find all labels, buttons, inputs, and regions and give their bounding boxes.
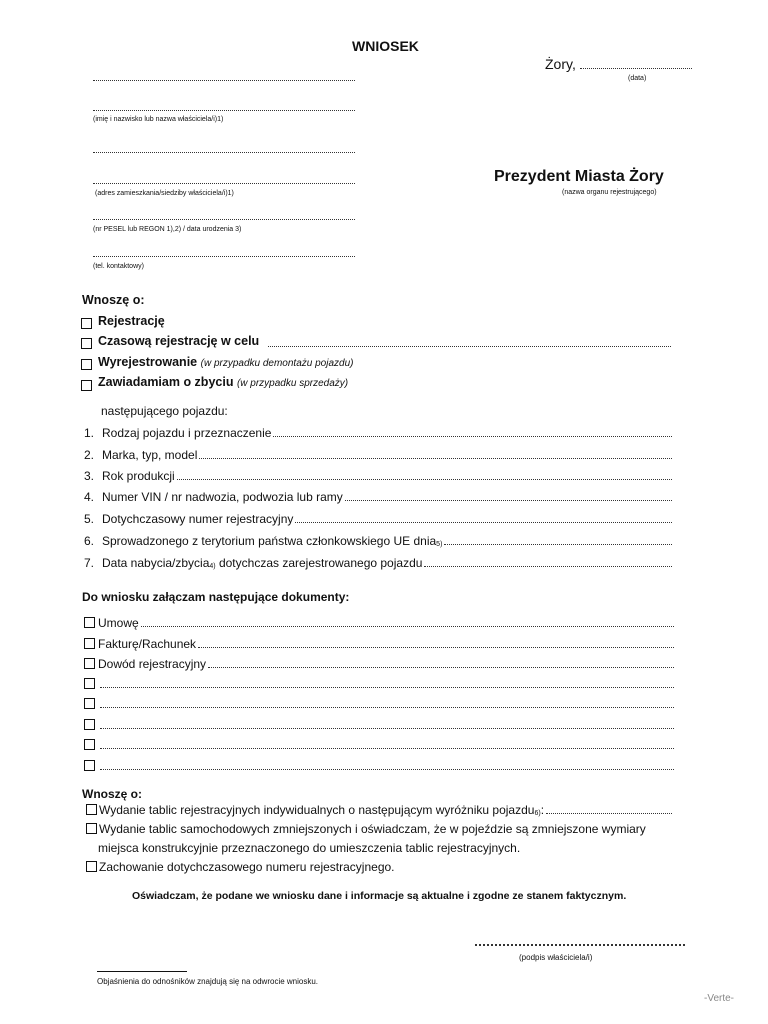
checkbox-wyrejestrowanie[interactable] <box>81 359 92 370</box>
vehicle-item-4-label: Numer VIN / nr nadwozia, podwozia lub ramy <box>102 490 343 504</box>
czasowa-purpose-field[interactable] <box>268 346 671 347</box>
vehicle-item-3 <box>84 469 674 483</box>
plates-option-1-footnote-ref: 6) <box>534 810 541 817</box>
option-wyrejestrowanie-note: (w przypadku demontażu pojazdu) <box>200 358 354 369</box>
date-caption: (data) <box>628 75 647 82</box>
checkbox-plates-individual[interactable] <box>86 804 97 815</box>
attachment-checkbox[interactable] <box>84 678 95 689</box>
attachment-item <box>84 657 676 671</box>
plates-option-2 <box>86 822 646 836</box>
attachment-label: Fakturę/Rachunek <box>98 636 197 651</box>
authority-name: Prezydent Miasta Żory <box>494 168 664 185</box>
attachment-field[interactable] <box>100 748 674 749</box>
attachment-field[interactable] <box>100 687 674 688</box>
vehicle-item-5-field[interactable] <box>295 522 672 523</box>
plates-option-3-label: Zachowanie dotychczasowego numeru rejestracyjnego. <box>99 860 395 874</box>
signature-field[interactable] <box>475 944 685 946</box>
vehicle-item-3-label: Rok produkcji <box>102 469 175 483</box>
attachment-checkbox[interactable] <box>84 760 95 771</box>
checkbox-plates-keep-number[interactable] <box>86 861 97 872</box>
attachment-checkbox[interactable] <box>84 719 95 730</box>
phone-line[interactable] <box>93 256 355 257</box>
checkbox-rejestracja[interactable] <box>81 318 92 329</box>
vehicle-item-2-field[interactable] <box>199 458 672 459</box>
option-zbycie-note: (w przypadku sprzedaży) <box>236 378 349 389</box>
vehicle-item-7 <box>84 556 674 570</box>
vehicle-item-2-label: Marka, typ, model <box>102 448 198 462</box>
footnote-text: Objaśnienia do odnośników znajdują się na odwrocie wniosku. <box>97 977 319 986</box>
plates-option-1-label: Wydanie tablic rejestracyjnych indywidualnych o następującym wyróżniku pojazdu <box>99 803 535 817</box>
option-rejestracja-label: Rejestrację <box>98 314 165 328</box>
vehicle-item-1 <box>84 426 674 440</box>
vehicle-intro: następującego pojazdu: <box>101 404 228 418</box>
attachment-label: Dowód rejestracyjny <box>98 657 207 671</box>
attachment-item <box>84 719 676 732</box>
vehicle-item-6-num: 6. <box>84 534 95 548</box>
attachment-item <box>84 678 676 691</box>
option-zbycie-label: Zawiadamiam o zbyciu <box>98 375 234 389</box>
pesel-line[interactable] <box>93 219 355 220</box>
vehicle-item-2 <box>84 448 674 462</box>
owner-address-line-1[interactable] <box>93 152 355 153</box>
plates-option-2-label-line2: miejsca konstrukcyjnie przeznaczonego do umieszczenia tablic rejestracyjnych. <box>98 841 521 855</box>
vehicle-item-1-label: Rodzaj pojazdu i przeznaczenie <box>102 426 272 440</box>
vehicle-item-7-num: 7. <box>84 556 95 570</box>
plates-individual-field[interactable] <box>546 813 672 814</box>
attachment-item <box>84 760 676 773</box>
request-heading: Wnoszę o: <box>82 293 145 307</box>
attachment-checkbox[interactable] <box>84 617 95 628</box>
vehicle-item-6 <box>84 534 674 548</box>
date-field[interactable] <box>580 68 692 69</box>
attachment-checkbox[interactable] <box>84 638 95 649</box>
plates-option-2-label-line1: Wydanie tablic samochodowych zmniejszonych i oświadczam, że w pojeździe są zmniejszone wymiary <box>99 822 646 836</box>
vehicle-item-7-field[interactable] <box>424 566 672 567</box>
owner-address-line-2[interactable] <box>93 183 355 184</box>
vehicle-item-5-label: Dotychczasowy numer rejestracyjny <box>102 512 294 526</box>
vehicle-item-3-field[interactable] <box>177 479 672 480</box>
vehicle-item-3-num: 3. <box>84 469 95 483</box>
vehicle-item-1-field[interactable] <box>273 436 672 437</box>
attachment-field[interactable] <box>208 667 674 668</box>
attachment-label: Umowę <box>98 616 139 630</box>
option-wyrejestrowanie <box>98 355 353 369</box>
attachment-field[interactable] <box>198 647 674 648</box>
owner-address-caption: (adres zamieszkania/siedziby właściciela/i)1) <box>95 190 234 197</box>
attachment-checkbox[interactable] <box>84 739 95 750</box>
option-czasowa-label: Czasową rejestrację w celu <box>98 334 260 348</box>
checkbox-zbycie[interactable] <box>81 380 92 391</box>
vehicle-item-5 <box>84 512 674 526</box>
vehicle-item-7-label-after: dotychczas zarejestrowanego pojazdu <box>215 556 423 570</box>
vehicle-item-6-footnote-ref: 5) <box>436 541 443 548</box>
signature-caption: (podpis właściciela/i) <box>519 953 593 962</box>
owner-name-caption: (imię i nazwisko lub nazwa właściciela/i)1) <box>93 116 224 123</box>
attachment-item <box>84 637 676 651</box>
owner-name-line-1[interactable] <box>93 80 355 81</box>
vehicle-item-5-num: 5. <box>84 512 95 526</box>
vehicle-item-4-field[interactable] <box>345 500 672 501</box>
vehicle-item-4-num: 4. <box>84 490 95 504</box>
plates-option-1: Wydanie tablic rejestracyjnych indywidualnych o następującym wyróżniku pojazdu $_{6)}$ : <box>86 803 674 817</box>
authority-caption: (nazwa organu rejestrującego) <box>562 189 657 196</box>
attachment-checkbox[interactable] <box>84 698 95 709</box>
declaration-text: Oświadczam, że podane we wniosku dane i informacje są aktualne i zgodne ze stanem faktycznym. <box>132 890 627 902</box>
vehicle-item-1-num: 1. <box>84 426 95 440</box>
vehicle-item-7-footnote-ref: 4) <box>209 563 216 570</box>
plates-option-3 <box>86 860 395 874</box>
vehicle-item-6-label: Sprowadzonego z terytorium państwa członkowskiego UE dnia <box>102 534 437 548</box>
attachment-item <box>84 698 676 711</box>
owner-name-line-2[interactable] <box>93 110 355 111</box>
attachment-checkbox[interactable] <box>84 658 95 669</box>
attachments-heading: Do wniosku załączam następujące dokumenty: <box>82 590 350 604</box>
attachment-field[interactable] <box>100 728 674 729</box>
vehicle-item-4 <box>84 490 674 504</box>
attachment-item <box>84 616 676 630</box>
vehicle-item-2-num: 2. <box>84 448 95 462</box>
checkbox-czasowa[interactable] <box>81 338 92 349</box>
attachment-field[interactable] <box>141 626 674 627</box>
footnote-separator <box>97 971 187 972</box>
vehicle-item-7-label: Data nabycia/zbycia <box>102 556 210 570</box>
phone-caption: (tel. kontaktowy) <box>93 263 144 270</box>
checkbox-plates-reduced[interactable] <box>86 823 97 834</box>
place-label: Żory, <box>545 56 576 72</box>
attachment-item <box>84 739 676 752</box>
attachment-field[interactable] <box>100 707 674 708</box>
vehicle-item-6-field[interactable] <box>444 544 672 545</box>
option-wyrejestrowanie-label: Wyrejestrowanie <box>98 355 198 369</box>
verte-label: -Verte- <box>704 993 735 1004</box>
plates-heading: Wnoszę o: <box>82 787 142 801</box>
pesel-caption: (nr PESEL lub REGON 1),2) / data urodzenia 3) <box>93 226 242 233</box>
option-zbycie <box>98 375 348 389</box>
attachment-field[interactable] <box>100 769 674 770</box>
document-title: WNIOSEK <box>352 38 419 54</box>
